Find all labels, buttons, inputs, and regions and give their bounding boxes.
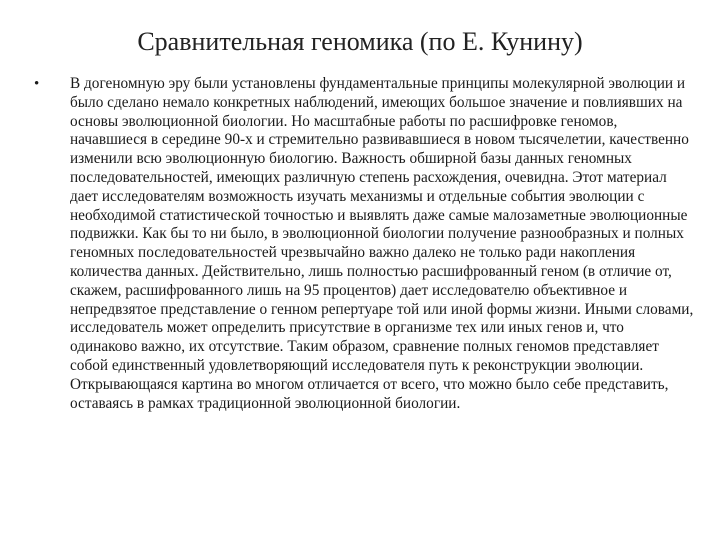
bullet-item <box>34 75 694 413</box>
bullet-text: В догеномную эру были установлены фундаментальные принципы молекулярной эволюции и было сделано немало конкретных наблюдений, имеющих большое значение и повлиявших на основы эволюционной биологии. Но масштабные работы по расшифровке геномов, начавшиеся в середине 90-х и стремительно развивавшиеся в новом тысячелетии, качественно изменили всю эволюционную биологию. Важность обширной базы данных геномных последовательностей, имеющих различную степень расхождения, очевидна. Этот материал дает исследователям возможность изучать механизмы и отдельные события эволюции с необходимой статистической точностью и выявлять даже самые малозаметные эволюционные подвижки. Как бы то ни было, в эволюционной биологии получение разнообразных и полных геномных последовательностей чрезвычайно важно далеко не только ради накопления количества данных. Действительно, лишь полностью расшифрованный геном (в отличие от, скажем, расшифрованного лишь на 95 процентов) дает исследователю объективное и непредвзятое представление о генном репертуаре той или иной формы жизни. Иными словами, исследователь может определить присутствие в организме тех или иных генов и, что одинаково важно, их отсутствие. Таким образом, сравнение полных геномов представляет собой единственный удовлетворяющий исследователя путь к реконструкции эволюции. Открывающаяся картина во многом отличается от всего, что можно было себе представить, оставаясь в рамках традиционной эволюционной биологии. <box>70 75 694 412</box>
bullet-list <box>34 75 694 413</box>
bullet-marker: • <box>34 76 40 92</box>
slide-title: Сравнительная геномика (по Е. Кунину) <box>137 27 583 56</box>
